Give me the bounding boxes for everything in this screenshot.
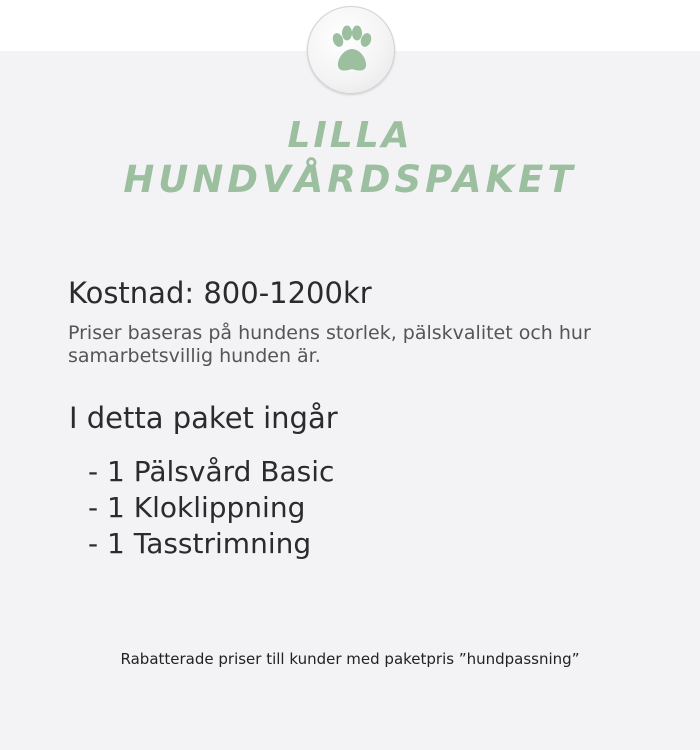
list-item: - 1 Kloklippning — [88, 491, 306, 524]
paw-icon — [329, 25, 373, 77]
price-note: Priser baseras på hundens storlek, pälskvalitet och hur samarbetsvillig hunden är. — [68, 322, 591, 367]
package-items-list — [88, 454, 334, 562]
list-item: - 1 Tasstrimning — [88, 527, 312, 560]
title-line-1: LILLA — [287, 115, 413, 156]
includes-heading: I detta paket ingår — [69, 401, 338, 435]
title-line-2: HUNDVÅRDSPAKET — [123, 158, 577, 201]
paw-badge — [307, 6, 395, 94]
cost-text: Kostnad: 800-1200kr — [68, 276, 372, 310]
page-title — [0, 114, 700, 202]
list-item: - 1 Pälsvård Basic — [88, 455, 335, 488]
discount-footnote: Rabatterade priser till kunder med paketpris ”hundpassning” — [120, 650, 580, 668]
